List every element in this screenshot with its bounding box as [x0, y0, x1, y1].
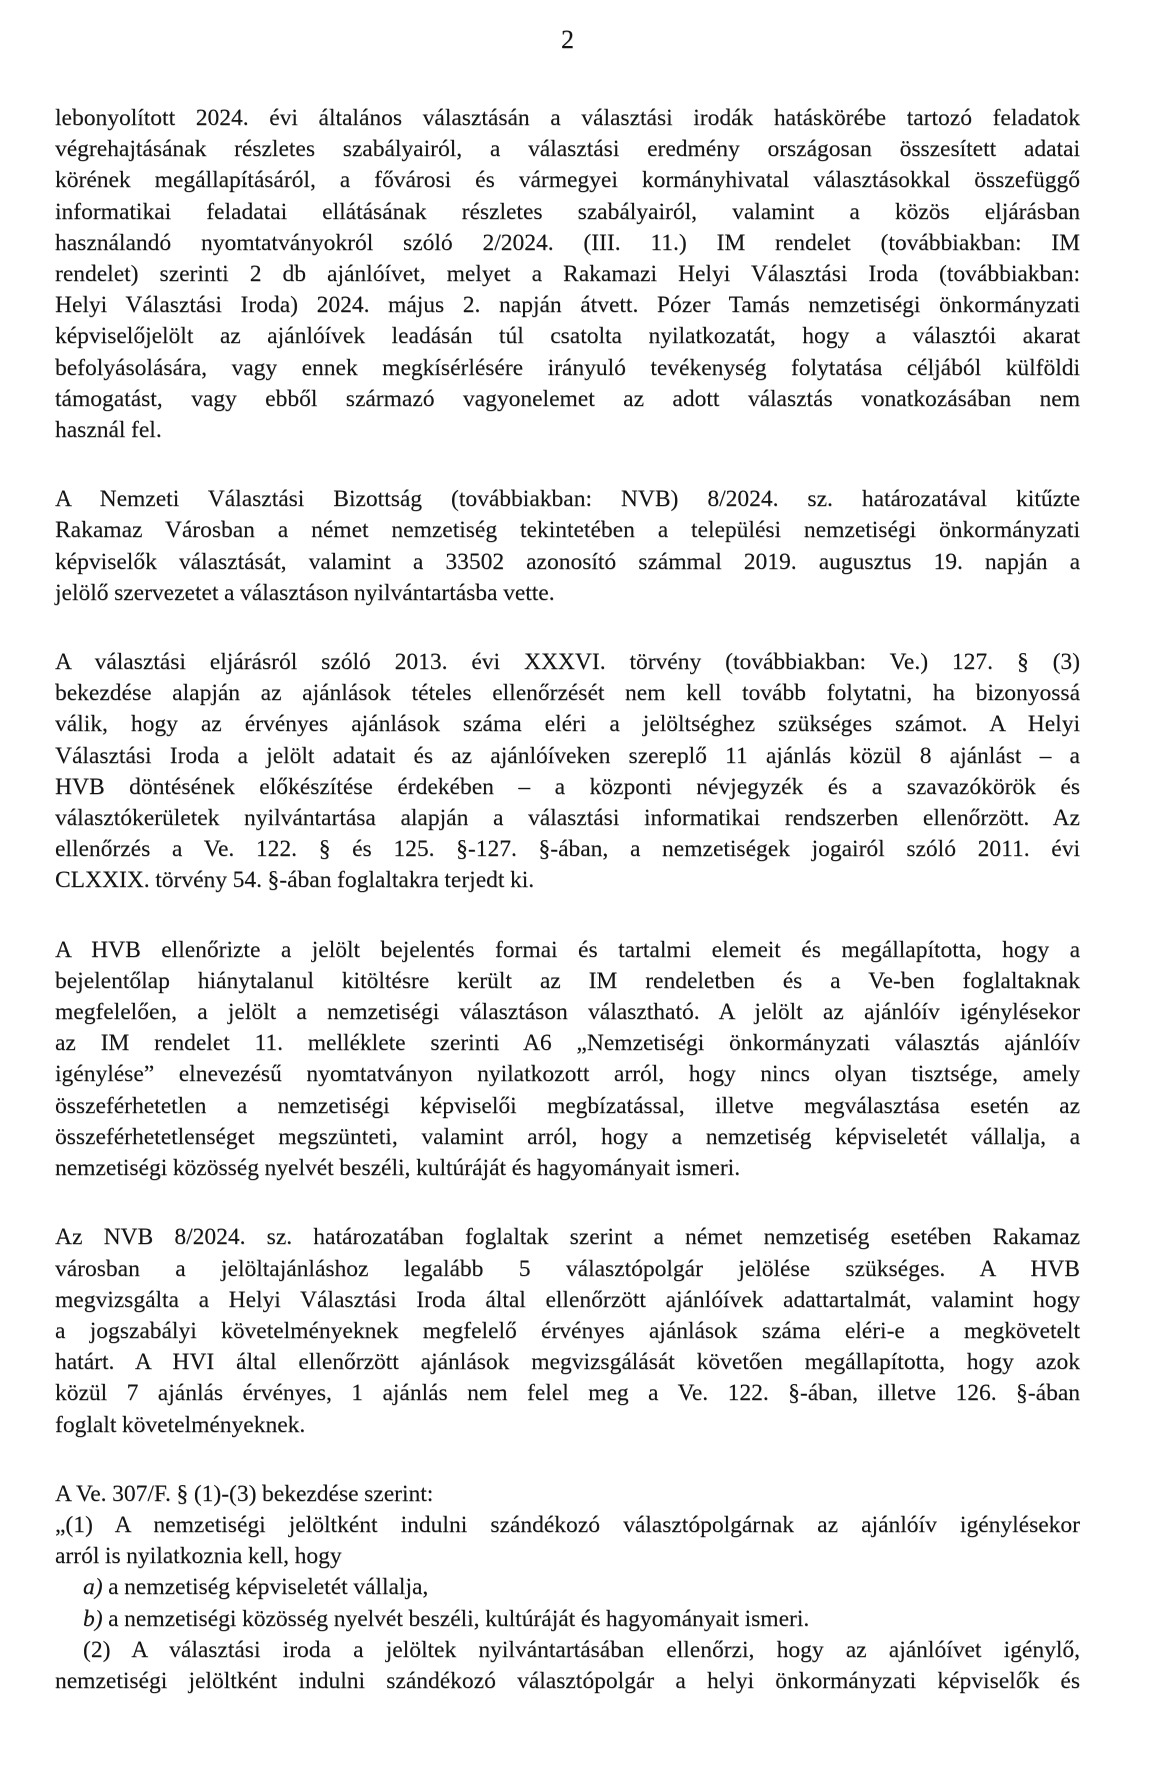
- text-line: közül 7 ajánlás érvényes, 1 ajánlás nem felel meg a Ve. 122. §-ában, illetve 126. §-ában: [55, 1380, 1080, 1407]
- quote-item-b: [55, 1604, 1080, 1635]
- quote-section-2-line-2: nemzetiségi jelöltként indulni szándékozó választópolgár a helyi önkormányzati képviselők és: [55, 1667, 1080, 1694]
- text-line: bejelentőlap hiánytalanul kitöltésre került az IM rendeletben és a Ve-ben foglaltaknak: [55, 967, 1080, 994]
- text-line: választókerületek nyilvántartása alapján a választási informatikai rendszerben ellenőrzött. Az: [55, 805, 1080, 832]
- quote-item-a: [55, 1572, 1080, 1603]
- text-line: CLXXIX. törvény 54. §-ában foglaltakra terjedt ki.: [55, 867, 535, 894]
- text-line: válik, hogy az érvényes ajánlások száma eléri a jelöltséghez szükséges számot. A Helyi: [55, 711, 1080, 738]
- text-line: végrehajtásának részletes szabályairól, a választási eredmény országosan összesített adatai: [55, 136, 1080, 163]
- paragraph-2: [55, 484, 1080, 609]
- text-line: Az NVB 8/2024. sz. határozatában foglaltak szerint a német nemzetiség esetében Rakamaz: [55, 1224, 1080, 1251]
- quote-item-b-marker: b): [83, 1605, 103, 1632]
- text-line: Rakamaz Városban a német nemzetiség tekintetében a települési nemzetiségi önkormányzati: [55, 517, 1080, 544]
- text-line: használ fel.: [55, 417, 162, 444]
- text-line: A HVB ellenőrizte a jelölt bejelentés formai és tartalmi elemeit és megállapította, hogy a: [55, 936, 1080, 963]
- page-number: 2: [561, 25, 574, 54]
- text-line: befolyásolására, vagy ennek megkísérlésére irányuló tevékenység folytatása céljából külföldi: [55, 354, 1080, 381]
- text-line: városban a jelöltajánláshoz legalább 5 választópolgár jelölése szükséges. A HVB: [55, 1255, 1080, 1282]
- text-line: A választási eljárásról szóló 2013. évi XXXVI. törvény (továbbiakban: Ve.) 127. § (3): [55, 649, 1080, 676]
- quote-section-2-line-1: (2) A választási iroda a jelöltek nyilvántartásában ellenőrzi, hogy az ajánlóívet igénylő,: [83, 1636, 1080, 1663]
- text-line: Helyi Választási Iroda) 2024. május 2. napján átvett. Pózer Tamás nemzetiségi önkormányzati: [55, 292, 1080, 319]
- text-line: az IM rendelet 11. melléklete szerinti A6 „Nemzetiségi önkormányzati választás ajánlóív: [55, 1030, 1080, 1057]
- paragraph-4: [55, 935, 1080, 1185]
- text-line: informatikai feladatai ellátásának részletes szabályairól, valamint a közös eljárásban: [55, 198, 1080, 225]
- text-line: a jogszabályi követelményeknek megfelelő érvényes ajánlások száma eléri-e a megkövetelt: [55, 1317, 1080, 1344]
- paragraph-1: [55, 103, 1080, 446]
- quote-item-a-text: a nemzetiség képviseletét vállalja,: [108, 1574, 429, 1601]
- text-line: határt. A HVI által ellenőrzött ajánlások megvizsgálását követően megállapította, hogy azok: [55, 1349, 1080, 1376]
- legal-quote-block: [55, 1479, 1080, 1697]
- quote-section-1-line-2: arról is nyilatkoznia kell, hogy: [55, 1543, 342, 1570]
- text-line: lebonyolított 2024. évi általános választásán a választási irodák hatáskörébe tartozó feladatok: [55, 105, 1080, 131]
- text-line: nemzetiségi közösség nyelvét beszéli, kultúráját és hagyományait ismeri.: [55, 1155, 741, 1182]
- text-line: megfelelően, a jelölt a nemzetiségi választáson választható. A jelölt az ajánlóív igénylésekor: [55, 999, 1080, 1026]
- text-line: összeférhetetlenséget megszünteti, valamint arról, hogy a nemzetiség képviseletét vállalja, a: [55, 1123, 1080, 1150]
- text-line: jelölő szervezetet a választáson nyilvántartásba vette.: [55, 579, 555, 606]
- text-line: igénylése” elnevezésű nyomtatványon nyilatkozott arról, hogy nincs olyan tisztsége, amely: [55, 1061, 1080, 1088]
- text-line: körének megállapításáról, a fővárosi és vármegyei kormányhivatal választásokkal összefüggő: [55, 167, 1080, 194]
- text-line: ellenőrzés a Ve. 122. § és 125. §-127. §-ában, a nemzetiségek jogairól szóló 2011. évi: [55, 836, 1080, 863]
- quote-item-a-marker: a): [83, 1574, 103, 1601]
- text-line: képviselőjelölt az ajánlóívek leadásán túl csatolta nyilatkozatát, hogy a választói akarat: [55, 323, 1080, 350]
- text-line: bekezdése alapján az ajánlások tételes ellenőrzését nem kell tovább folytatni, ha bizonyossá: [55, 680, 1080, 707]
- quote-item-b-text: a nemzetiségi közösség nyelvét beszéli, kultúráját és hagyományait ismeri.: [108, 1605, 810, 1632]
- paragraph-5: [55, 1222, 1080, 1440]
- text-line: megvizsgálta a Helyi Választási Iroda által ellenőrzött ajánlóívek adattartalmát, valamint hogy: [55, 1286, 1080, 1313]
- text-line: támogatást, vagy ebből származó vagyonelemet az adott választás vonatkozásában nem: [55, 385, 1080, 412]
- text-line: használandó nyomtatványokról szóló 2/2024. (III. 11.) IM rendelet (továbbiakban: IM: [55, 229, 1080, 256]
- text-line: Választási Iroda a jelölt adatait és az ajánlóíveken szereplő 11 ajánlás közül 8 ajánlást – a: [55, 742, 1080, 769]
- text-line: képviselők választását, valamint a 33502 azonosító számmal 2019. augusztus 19. napján a: [55, 548, 1080, 575]
- quote-intro-line: A Ve. 307/F. § (1)-(3) bekezdése szerint:: [55, 1480, 434, 1507]
- page-body-text: [55, 103, 1080, 1697]
- text-line: összeférhetetlen a nemzetiségi képviselői megbízatással, illetve megválasztása esetén az: [55, 1092, 1080, 1119]
- text-line: HVB döntésének előkészítése érdekében – a központi névjegyzék és a szavazókörök és: [55, 773, 1080, 800]
- quote-section-1-line-1: „(1) A nemzetiségi jelöltként indulni szándékozó választópolgárnak az ajánlóív igénylésekor: [55, 1511, 1080, 1538]
- text-line: rendelet) szerinti 2 db ajánlóívet, melyet a Rakamazi Helyi Választási Iroda (továbbiakban:: [55, 261, 1080, 288]
- paragraph-3: [55, 647, 1080, 897]
- text-line: foglalt követelményeknek.: [55, 1411, 306, 1438]
- text-line: A Nemzeti Választási Bizottság (továbbiakban: NVB) 8/2024. sz. határozatával kitűzte: [55, 486, 1080, 513]
